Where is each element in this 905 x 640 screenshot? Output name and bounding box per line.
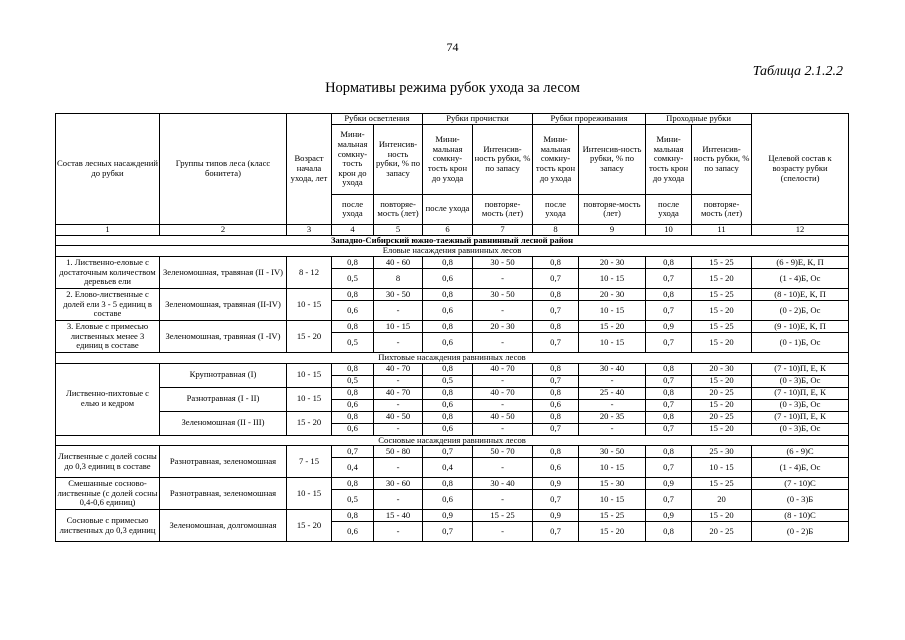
osv-density-cell: 0,8 xyxy=(332,387,374,399)
section-title: Сосновые насаждения равнинных лесов xyxy=(56,435,849,446)
header-intensity: Интенсив-ность рубки, % по запасу xyxy=(473,124,533,194)
forest-type-cell: Зеленомошная, долгомошная xyxy=(160,510,287,542)
target-composition-cell: (1 - 4)Б, Ос xyxy=(752,268,849,288)
forest-type-cell: Разнотравная (I - II) xyxy=(160,387,287,411)
column-number: 8 xyxy=(533,224,579,235)
table-row xyxy=(56,446,849,458)
prohod-density-cell: 0,9 xyxy=(646,510,692,522)
prohod-density-cell: 0,7 xyxy=(646,300,692,320)
prohod-intensity-cell: 15 - 25 xyxy=(692,256,752,268)
header-prorezhivanie: Рубки прореживания xyxy=(533,114,646,125)
column-number: 2 xyxy=(160,224,287,235)
prorezh-density-cell: 0,7 xyxy=(533,332,579,352)
header-min-density: Мини-мальная сомкну-тость крон до ухода xyxy=(646,124,692,194)
osv-density-cell: 0,8 xyxy=(332,320,374,332)
prorezh-intensity-cell: 15 - 25 xyxy=(579,510,646,522)
table-row xyxy=(56,510,849,522)
osv-density-cell: 0,6 xyxy=(332,300,374,320)
header-intensity: Интенсив-ность рубки, % по запасу xyxy=(374,124,423,194)
prorezh-intensity-cell: 10 - 15 xyxy=(579,268,646,288)
prohod-density-cell: 0,8 xyxy=(646,256,692,268)
osv-density-cell: 0,8 xyxy=(332,411,374,423)
proch-density-cell: 0,6 xyxy=(423,268,473,288)
prorezh-intensity-cell: 10 - 15 xyxy=(579,300,646,320)
osv-intensity-cell: 40 - 70 xyxy=(374,387,423,399)
osv-intensity-cell: 40 - 70 xyxy=(374,363,423,375)
prohod-intensity-cell: 20 xyxy=(692,490,752,510)
proch-intensity-cell: 40 - 70 xyxy=(473,387,533,399)
header-repeat: повторяе-мость (лет) xyxy=(692,194,752,224)
header-target: Целевой состав к возрасту рубки (спелости) xyxy=(752,114,849,225)
care-age-cell: 15 - 20 xyxy=(287,411,332,435)
prorezh-density-cell: 0,8 xyxy=(533,363,579,375)
proch-density-cell: 0,8 xyxy=(423,411,473,423)
proch-density-cell: 0,8 xyxy=(423,387,473,399)
header-after: после ухода xyxy=(423,194,473,224)
proch-density-cell: 0,9 xyxy=(423,510,473,522)
proch-density-cell: 0,4 xyxy=(423,458,473,478)
proch-intensity-cell: 40 - 50 xyxy=(473,411,533,423)
composition-cell: Смешанные сосново-лиственные (с долей сосны 0,4-0,6 единиц) xyxy=(56,478,160,510)
prohod-intensity-cell: 15 - 20 xyxy=(692,268,752,288)
header-forest-type: Группы типов леса (класс бонитета) xyxy=(160,114,287,225)
care-age-cell: 10 - 15 xyxy=(287,363,332,387)
proch-intensity-cell: 30 - 50 xyxy=(473,288,533,300)
section-title: Пихтовые насаждения равнинных лесов xyxy=(56,352,849,363)
proch-intensity-cell: 20 - 30 xyxy=(473,320,533,332)
care-age-cell: 15 - 20 xyxy=(287,320,332,352)
prohod-density-cell: 0,9 xyxy=(646,320,692,332)
header-osvetlenie: Рубки осветления xyxy=(332,114,423,125)
column-number: 6 xyxy=(423,224,473,235)
proch-intensity-cell: - xyxy=(473,399,533,411)
prohod-intensity-cell: 15 - 20 xyxy=(692,510,752,522)
target-composition-cell: (7 - 10)С xyxy=(752,478,849,490)
prohod-intensity-cell: 20 - 30 xyxy=(692,363,752,375)
osv-density-cell: 0,8 xyxy=(332,478,374,490)
prohod-intensity-cell: 20 - 25 xyxy=(692,387,752,399)
prorezh-intensity-cell: 20 - 35 xyxy=(579,411,646,423)
osv-density-cell: 0,5 xyxy=(332,490,374,510)
target-composition-cell: (8 - 10)Е, К, П xyxy=(752,288,849,300)
target-composition-cell: (6 - 9)С xyxy=(752,446,849,458)
target-composition-cell: (7 - 10)П, Е, К xyxy=(752,411,849,423)
target-composition-cell: (8 - 10)С xyxy=(752,510,849,522)
region-header: Западно-Сибирский южно-таежный равнинный лесной район xyxy=(56,235,849,246)
proch-density-cell: 0,6 xyxy=(423,399,473,411)
prorezh-density-cell: 0,8 xyxy=(533,446,579,458)
proch-density-cell: 0,5 xyxy=(423,375,473,387)
prohod-intensity-cell: 10 - 15 xyxy=(692,458,752,478)
proch-intensity-cell: 30 - 40 xyxy=(473,478,533,490)
osv-intensity-cell: - xyxy=(374,332,423,352)
prorezh-intensity-cell: 10 - 15 xyxy=(579,458,646,478)
care-age-cell: 10 - 15 xyxy=(287,478,332,510)
prorezh-intensity-cell: 15 - 30 xyxy=(579,478,646,490)
prohod-density-cell: 0,8 xyxy=(646,387,692,399)
forest-type-cell: Зеленомошная, травяная (II - IV) xyxy=(160,256,287,288)
proch-intensity-cell: 40 - 70 xyxy=(473,363,533,375)
osv-density-cell: 0,8 xyxy=(332,256,374,268)
table-row xyxy=(56,478,849,490)
prohod-intensity-cell: 15 - 20 xyxy=(692,332,752,352)
column-number: 3 xyxy=(287,224,332,235)
table-row xyxy=(56,288,849,300)
proch-intensity-cell: - xyxy=(473,490,533,510)
osv-intensity-cell: - xyxy=(374,423,423,435)
prohod-intensity-cell: 15 - 25 xyxy=(692,320,752,332)
care-age-cell: 7 - 15 xyxy=(287,446,332,478)
osv-density-cell: 0,6 xyxy=(332,423,374,435)
prohod-density-cell: 0,7 xyxy=(646,458,692,478)
header-min-density: Мини-мальная сомкну-тость крон до ухода xyxy=(332,124,374,194)
proch-density-cell: 0,7 xyxy=(423,446,473,458)
forest-type-cell: Зеленомошная, травяная (I -IV) xyxy=(160,320,287,352)
prohod-intensity-cell: 15 - 20 xyxy=(692,423,752,435)
composition-cell: Сосновые с примесью лиственных до 0,3 единиц xyxy=(56,510,160,542)
target-composition-cell: (0 - 3)Б xyxy=(752,490,849,510)
prorezh-intensity-cell: - xyxy=(579,399,646,411)
osv-density-cell: 0,7 xyxy=(332,446,374,458)
table-row xyxy=(56,256,849,268)
care-age-cell: 8 - 12 xyxy=(287,256,332,288)
prorezh-density-cell: 0,6 xyxy=(533,399,579,411)
prohod-intensity-cell: 20 - 25 xyxy=(692,411,752,423)
osv-intensity-cell: 30 - 60 xyxy=(374,478,423,490)
column-number: 5 xyxy=(374,224,423,235)
prorezh-density-cell: 0,8 xyxy=(533,411,579,423)
header-intensity: Интенсив-ность рубки, % по запасу xyxy=(579,124,646,194)
prohod-density-cell: 0,7 xyxy=(646,268,692,288)
prorezh-intensity-cell: 15 - 20 xyxy=(579,320,646,332)
prorezh-intensity-cell: 25 - 40 xyxy=(579,387,646,399)
prohod-density-cell: 0,8 xyxy=(646,288,692,300)
prorezh-density-cell: 0,6 xyxy=(533,458,579,478)
prohod-intensity-cell: 15 - 25 xyxy=(692,288,752,300)
prorezh-intensity-cell: 20 - 30 xyxy=(579,288,646,300)
composition-cell: 2. Елово-лиственные с долей ели 3 - 5 единиц в составе xyxy=(56,288,160,320)
forest-type-cell: Зеленомошная, травяная (II-IV) xyxy=(160,288,287,320)
prorezh-intensity-cell: - xyxy=(579,423,646,435)
header-repeat: повторяе-мость (лет) xyxy=(579,194,646,224)
prorezh-density-cell: 0,9 xyxy=(533,510,579,522)
header-prochistka: Рубки прочистки xyxy=(423,114,533,125)
prohod-intensity-cell: 20 - 25 xyxy=(692,522,752,542)
target-composition-cell: (6 - 9)Е, К, П xyxy=(752,256,849,268)
header-after: после ухода xyxy=(533,194,579,224)
proch-density-cell: 0,6 xyxy=(423,423,473,435)
osv-intensity-cell: 50 - 80 xyxy=(374,446,423,458)
column-number: 1 xyxy=(56,224,160,235)
osv-density-cell: 0,4 xyxy=(332,458,374,478)
prorezh-density-cell: 0,8 xyxy=(533,320,579,332)
proch-density-cell: 0,6 xyxy=(423,490,473,510)
header-composition: Состав лесных насаждений до рубки xyxy=(56,114,160,225)
forest-type-cell: Разнотравная, зеленомошная xyxy=(160,446,287,478)
table-row xyxy=(56,387,849,399)
proch-intensity-cell: - xyxy=(473,268,533,288)
prorezh-intensity-cell: 30 - 40 xyxy=(579,363,646,375)
column-number: 7 xyxy=(473,224,533,235)
forest-type-cell: Зеленомошная (II - III) xyxy=(160,411,287,435)
proch-intensity-cell: 15 - 25 xyxy=(473,510,533,522)
prorezh-intensity-cell: 20 - 30 xyxy=(579,256,646,268)
forest-type-cell: Крупнотравная (I) xyxy=(160,363,287,387)
osv-intensity-cell: 30 - 50 xyxy=(374,288,423,300)
table-row xyxy=(56,363,849,375)
header-prohodnye: Проходные рубки xyxy=(646,114,752,125)
target-composition-cell: (0 - 3)Б, Ос xyxy=(752,375,849,387)
proch-intensity-cell: - xyxy=(473,423,533,435)
prohod-density-cell: 0,8 xyxy=(646,446,692,458)
header-intensity: Интенсив-ность рубки, % по запасу xyxy=(692,124,752,194)
table-row xyxy=(56,411,849,423)
prorezh-intensity-cell: 15 - 20 xyxy=(579,522,646,542)
proch-intensity-cell: - xyxy=(473,458,533,478)
osv-intensity-cell: - xyxy=(374,490,423,510)
target-composition-cell: (7 - 10)П, Е, К xyxy=(752,387,849,399)
prorezh-density-cell: 0,7 xyxy=(533,522,579,542)
care-age-cell: 10 - 15 xyxy=(287,387,332,411)
proch-intensity-cell: - xyxy=(473,522,533,542)
osv-density-cell: 0,5 xyxy=(332,268,374,288)
osv-intensity-cell: - xyxy=(374,300,423,320)
osv-intensity-cell: - xyxy=(374,522,423,542)
osv-density-cell: 0,6 xyxy=(332,399,374,411)
column-number: 10 xyxy=(646,224,692,235)
header-after: после ухода xyxy=(332,194,374,224)
osv-intensity-cell: - xyxy=(374,375,423,387)
proch-intensity-cell: - xyxy=(473,375,533,387)
osv-density-cell: 0,6 xyxy=(332,522,374,542)
target-composition-cell: (9 - 10)Е, К, П xyxy=(752,320,849,332)
forest-type-cell: Разнотравная, зеленомошная xyxy=(160,478,287,510)
proch-intensity-cell: 30 - 50 xyxy=(473,256,533,268)
proch-intensity-cell: 50 - 70 xyxy=(473,446,533,458)
prohod-density-cell: 0,7 xyxy=(646,423,692,435)
header-repeat: повторяе-мость (лет) xyxy=(374,194,423,224)
prohod-intensity-cell: 15 - 20 xyxy=(692,399,752,411)
page-title: Нормативы режима рубок ухода за лесом xyxy=(325,80,580,96)
prohod-density-cell: 0,9 xyxy=(646,478,692,490)
prorezh-density-cell: 0,8 xyxy=(533,288,579,300)
composition-cell: Лиственные с долей сосны до 0,3 единиц в составе xyxy=(56,446,160,478)
prorezh-density-cell: 0,8 xyxy=(533,387,579,399)
prohod-density-cell: 0,7 xyxy=(646,332,692,352)
osv-density-cell: 0,8 xyxy=(332,288,374,300)
target-composition-cell: (0 - 2)Б xyxy=(752,522,849,542)
target-composition-cell: (0 - 3)Б, Ос xyxy=(752,399,849,411)
prohod-intensity-cell: 15 - 20 xyxy=(692,300,752,320)
care-age-cell: 15 - 20 xyxy=(287,510,332,542)
table-number: Таблица 2.1.2.2 xyxy=(752,64,843,79)
osv-intensity-cell: 10 - 15 xyxy=(374,320,423,332)
composition-cell: Лиственно-пихтовые с елью и кедром xyxy=(56,363,160,435)
osv-intensity-cell: 15 - 40 xyxy=(374,510,423,522)
composition-cell: 3. Еловые с примесью лиственных менее 3 единиц в составе xyxy=(56,320,160,352)
osv-intensity-cell: - xyxy=(374,458,423,478)
osv-intensity-cell: 8 xyxy=(374,268,423,288)
prohod-density-cell: 0,8 xyxy=(646,363,692,375)
prorezh-density-cell: 0,7 xyxy=(533,300,579,320)
prohod-density-cell: 0,7 xyxy=(646,375,692,387)
prorezh-intensity-cell: - xyxy=(579,375,646,387)
target-composition-cell: (0 - 3)Б, Ос xyxy=(752,423,849,435)
column-number: 4 xyxy=(332,224,374,235)
proch-density-cell: 0,8 xyxy=(423,256,473,268)
column-number: 9 xyxy=(579,224,646,235)
osv-density-cell: 0,5 xyxy=(332,375,374,387)
osv-density-cell: 0,5 xyxy=(332,332,374,352)
page-number: 74 xyxy=(446,40,459,54)
osv-intensity-cell: 40 - 50 xyxy=(374,411,423,423)
target-composition-cell: (7 - 10)П, Е, К xyxy=(752,363,849,375)
section-title: Еловые насаждения равнинных лесов xyxy=(56,246,849,257)
proch-density-cell: 0,6 xyxy=(423,300,473,320)
proch-density-cell: 0,7 xyxy=(423,522,473,542)
prohod-intensity-cell: 25 - 30 xyxy=(692,446,752,458)
prorezh-density-cell: 0,7 xyxy=(533,423,579,435)
proch-density-cell: 0,8 xyxy=(423,320,473,332)
norms-table xyxy=(55,113,849,542)
prohod-intensity-cell: 15 - 25 xyxy=(692,478,752,490)
care-age-cell: 10 - 15 xyxy=(287,288,332,320)
osv-intensity-cell: - xyxy=(374,399,423,411)
header-min-density: Мини-мальная сомкну-тость крон до ухода xyxy=(533,124,579,194)
proch-density-cell: 0,8 xyxy=(423,288,473,300)
prorezh-density-cell: 0,7 xyxy=(533,268,579,288)
proch-density-cell: 0,6 xyxy=(423,332,473,352)
column-number: 12 xyxy=(752,224,849,235)
prorezh-intensity-cell: 10 - 15 xyxy=(579,490,646,510)
prorezh-density-cell: 0,7 xyxy=(533,375,579,387)
target-composition-cell: (0 - 2)Б, Ос xyxy=(752,300,849,320)
column-number: 11 xyxy=(692,224,752,235)
prohod-intensity-cell: 15 - 20 xyxy=(692,375,752,387)
prorezh-density-cell: 0,8 xyxy=(533,256,579,268)
prohod-density-cell: 0,7 xyxy=(646,399,692,411)
prohod-density-cell: 0,8 xyxy=(646,411,692,423)
prohod-density-cell: 0,7 xyxy=(646,490,692,510)
osv-density-cell: 0,8 xyxy=(332,510,374,522)
proch-intensity-cell: - xyxy=(473,300,533,320)
proch-density-cell: 0,8 xyxy=(423,478,473,490)
header-after: после ухода xyxy=(646,194,692,224)
composition-cell: 1. Лиственно-еловые с достаточным количеством деревьев ели xyxy=(56,256,160,288)
header-min-density: Мини-мальная сомкну-тость крон до ухода xyxy=(423,124,473,194)
proch-intensity-cell: - xyxy=(473,332,533,352)
osv-intensity-cell: 40 - 60 xyxy=(374,256,423,268)
osv-density-cell: 0,8 xyxy=(332,363,374,375)
target-composition-cell: (0 - 1)Б, Ос xyxy=(752,332,849,352)
table-row xyxy=(56,320,849,332)
prohod-density-cell: 0,8 xyxy=(646,522,692,542)
prorezh-intensity-cell: 10 - 15 xyxy=(579,332,646,352)
header-repeat: повторяе-мость (лет) xyxy=(473,194,533,224)
prorezh-density-cell: 0,9 xyxy=(533,478,579,490)
prorezh-density-cell: 0,7 xyxy=(533,490,579,510)
prorezh-intensity-cell: 30 - 50 xyxy=(579,446,646,458)
header-care-age: Возраст начала ухода, лет xyxy=(287,114,332,225)
proch-density-cell: 0,8 xyxy=(423,363,473,375)
target-composition-cell: (1 - 4)Б, Ос xyxy=(752,458,849,478)
